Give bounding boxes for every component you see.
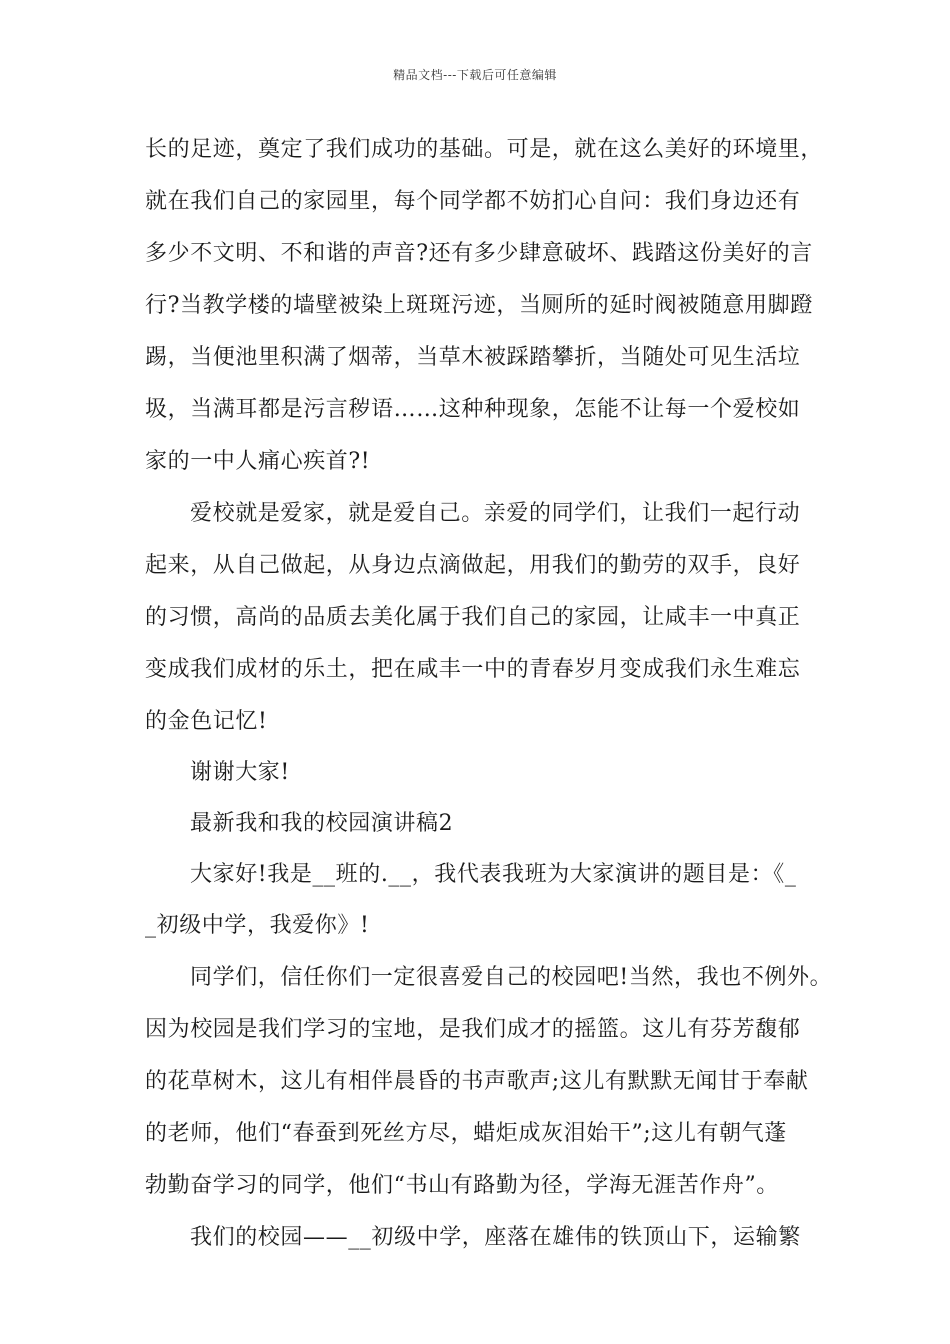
text-line: 的金色记忆!	[145, 709, 268, 734]
text-line: 家的一中人痛心疾首?!	[145, 449, 371, 474]
text-line: 多少不文明、不和谐的声音?还有多少肆意破坏、践踏这份美好的言	[145, 241, 813, 266]
text-line: 大家好!我是__班的.__，我代表我班为大家演讲的题目是：《_	[190, 862, 797, 887]
text-line: 爱校就是爱家，就是爱自己。亲爱的同学们，让我们一起行动	[190, 501, 801, 526]
text-line: 因为校园是我们学习的宝地，是我们成才的摇篮。这儿有芬芳馥郁	[145, 1017, 801, 1042]
text-line: 谢谢大家!	[190, 760, 290, 785]
text-line: 我们的校园——__初级中学，座落在雄伟的铁顶山下，运输繁	[190, 1225, 801, 1250]
text-line: 的老师，他们“春蚕到死丝方尽，蜡炬成灰泪始干”;这儿有朝气蓬	[145, 1121, 787, 1146]
text-line: 起来，从自己做起，从身边点滴做起，用我们的勤劳的双手，良好	[145, 553, 801, 578]
text-line: 的花草树木，这儿有相伴晨昏的书声歌声;这儿有默默无闻甘于奉献	[145, 1069, 809, 1094]
text-line: 踢，当便池里积满了烟蒂，当草木被踩踏攀折，当随处可见生活垃	[145, 345, 801, 370]
section-title: 最新我和我的校园演讲稿2	[190, 811, 454, 836]
text-line: 的习惯，高尚的品质去美化属于我们自己的家园，让咸丰一中真正	[145, 605, 801, 630]
text-line: _初级中学，我爱你》!	[145, 913, 370, 938]
text-line: 变成我们成材的乐土，把在咸丰一中的青春岁月变成我们永生难忘	[145, 657, 801, 682]
text-line: 勃勤奋学习的同学，他们“书山有路勤为径，学海无涯苦作舟”。	[145, 1173, 779, 1198]
text-line: 长的足迹，奠定了我们成功的基础。可是，就在这么美好的环境里，	[145, 137, 824, 162]
text-line: 就在我们自己的家园里，每个同学都不妨扪心自问：我们身边还有	[145, 189, 801, 214]
text-line: 行?当教学楼的墙壁被染上斑斑污迹，当厕所的延时阀被随意用脚蹬	[145, 293, 813, 318]
text-line: 圾，当满耳都是污言秽语……这种种现象，怎能不让每一个爱校如	[145, 397, 801, 422]
text-line: 同学们，信任你们一定很喜爱自己的校园吧!当然，我也不例外。	[190, 965, 833, 990]
page-header: 精品文档---下载后可任意编辑	[393, 68, 557, 82]
